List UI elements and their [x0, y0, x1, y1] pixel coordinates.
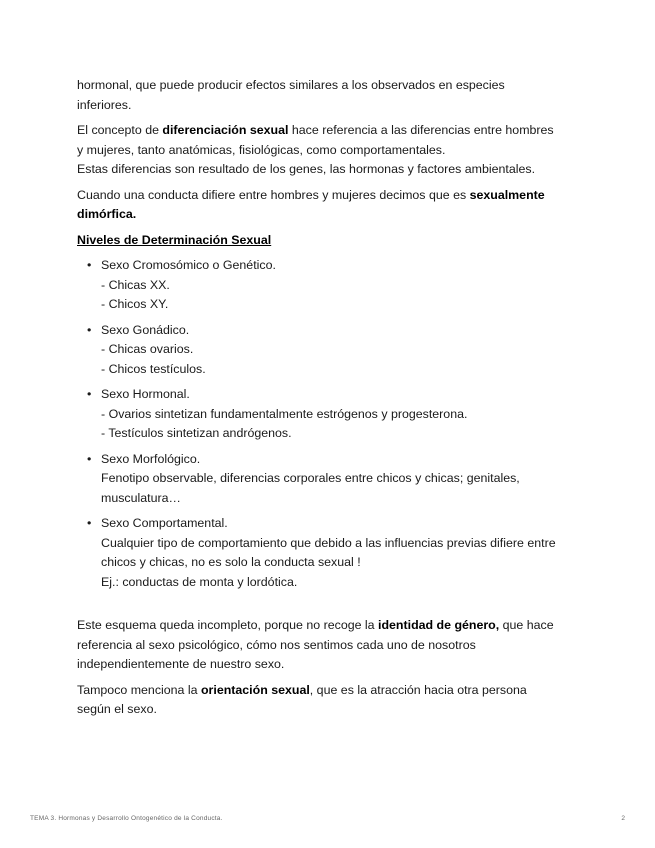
dimorphic-bold-1: sexualmente [469, 187, 545, 202]
dimorphic-line-2 [77, 205, 582, 225]
orientation-paragraph [77, 681, 582, 720]
dimorphic-pre: Cuando una conducta difiere entre hombres y mujeres decimos que es [77, 187, 470, 202]
level-detail: - Chicas ovarios. [101, 342, 194, 356]
bullet-icon: • [87, 322, 92, 337]
orientation-line-1 [77, 681, 582, 701]
section-spacer [77, 598, 582, 616]
document-page [77, 76, 582, 726]
dimorphic-paragraph [77, 186, 582, 225]
intro-paragraph [77, 76, 582, 115]
gender-identity-paragraph [77, 616, 582, 675]
dimorphic-bold-2: dimórfica. [77, 207, 137, 221]
bullet-icon: • [87, 516, 92, 530]
concept-post: hace referencia a las diferencias entre hombres [288, 123, 554, 137]
gender-line-1 [77, 616, 582, 636]
intro-line-1: hormonal, que puede producir efectos similares a los observados en especies [77, 78, 505, 92]
level-detail: - Chicas XX. [101, 277, 170, 292]
orientation-pre: Tampoco menciona la [77, 682, 201, 697]
level-detail: - Ovarios sintetizan fundamentalmente estrógenos y progesterona. [101, 406, 468, 421]
intro-line-2: inferiores. [77, 97, 132, 112]
gender-line-3: independientemente de nuestro sexo. [77, 657, 285, 671]
level-title: Sexo Morfológico. [101, 451, 201, 466]
gender-line-2: referencia al sexo psicológico, cómo nos sentimos cada uno de nosotros [77, 637, 476, 652]
orientation-post: , que es la atracción hacia otra persona [309, 682, 527, 697]
level-detail: - Chicos testículos. [101, 361, 206, 376]
concept-pre: El concepto de [77, 123, 163, 137]
level-detail: - Testículos sintetizan andrógenos. [101, 426, 292, 440]
gender-post: que hace [499, 618, 554, 632]
list-item [77, 385, 582, 444]
bullet-icon: • [87, 387, 92, 401]
gender-bold: identidad de género, [378, 618, 500, 632]
level-detail: Fenotipo observable, diferencias corporales entre chicos y chicas; genitales, [101, 471, 520, 485]
level-title: Sexo Comportamental. [101, 516, 228, 530]
level-detail: - Chicos XY. [101, 297, 169, 311]
concept-line-3: Estas diferencias son resultado de los genes, las hormonas y factores ambientales. [77, 162, 536, 176]
level-title: Sexo Hormonal. [101, 387, 190, 401]
level-detail: musculatura… [101, 490, 181, 505]
levels-list [77, 256, 582, 592]
dimorphic-line-1 [77, 186, 582, 206]
level-title: Sexo Gonádico. [101, 322, 190, 337]
orientation-bold: orientación sexual [200, 682, 310, 697]
concept-line-2: y mujeres, tanto anatómicas, fisiológicas, como comportamentales. [77, 142, 446, 157]
bullet-icon: • [87, 451, 92, 466]
list-item [77, 514, 582, 592]
list-item [77, 321, 582, 380]
level-title: Sexo Cromosómico o Genético. [101, 258, 276, 272]
concept-line-1 [77, 121, 582, 141]
orientation-line-2: según el sexo. [77, 702, 157, 716]
concept-bold: diferenciación sexual [162, 123, 289, 137]
level-detail: Cualquier tipo de comportamiento que debido a las influencias previas difiere entre [101, 535, 556, 550]
page-number: 2 [621, 815, 625, 822]
level-detail: chicos y chicas, no es solo la conducta sexual ! [101, 555, 361, 569]
page-footer: TEMA 3. Hormonas y Desarrollo Ontogenético de la Conducta. [30, 815, 223, 822]
list-item [77, 256, 582, 315]
gender-pre: Este esquema queda incompleto, porque no recoge la [77, 618, 379, 632]
section-heading: Niveles de Determinación Sexual [77, 232, 272, 247]
list-item [77, 450, 582, 509]
concept-paragraph [77, 121, 582, 180]
level-detail: Ej.: conductas de monta y lordótica. [101, 574, 298, 589]
bullet-icon: • [87, 258, 92, 272]
